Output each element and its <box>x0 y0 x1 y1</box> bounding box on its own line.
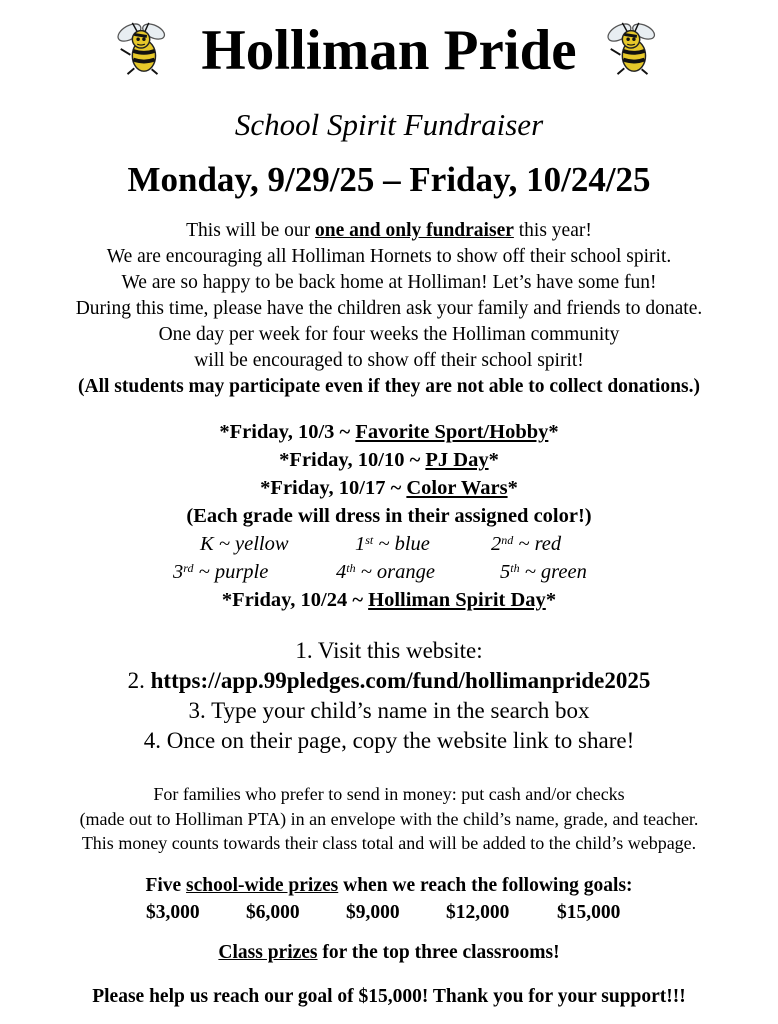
one-fundraiser-emphasis: one and only fundraiser <box>315 220 514 241</box>
school-wide-prizes <box>0 872 778 926</box>
money-line: This money counts towards their class total and will be added to the child’s webpage. <box>81 833 697 853</box>
grade-color <box>491 530 561 558</box>
participation-note: (All students may participate even if they are not able to collect donations.) <box>78 376 700 397</box>
grade-suffix: rd <box>183 561 194 575</box>
spirit-day-end: * <box>545 589 557 611</box>
subtitle: School Spirit Fundraiser <box>234 107 544 142</box>
step-item: 3. Type your child’s name in the search box <box>188 698 590 723</box>
grade-color-label: ~ red <box>513 533 562 555</box>
grade-color-label: ~ blue <box>373 533 430 555</box>
spirit-day-end: * <box>507 477 518 499</box>
class-prizes-text: for the top three classrooms! <box>317 942 560 963</box>
spirit-day-date: *Friday, 10/24 ~ <box>221 589 369 611</box>
money-line: (made out to Holliman PTA) in an envelope with the child’s name, grade, and teacher. <box>79 808 699 829</box>
spirit-day-theme: Holliman Spirit Day <box>368 589 546 611</box>
spirit-day-item <box>0 446 778 474</box>
grade-label: 3 <box>173 561 184 583</box>
grade-suffix: st <box>365 533 374 547</box>
donation-steps <box>0 636 778 756</box>
intro-text-segment: This will be our <box>186 220 316 241</box>
goal-amount: $9,000 <box>346 902 400 923</box>
money-line: For families who prefer to send in money: put cash and/or checks <box>153 784 625 804</box>
grade-color <box>500 558 587 586</box>
spirit-day-end: * <box>488 449 499 471</box>
grade-color <box>336 558 435 586</box>
step-item: 1. Visit this website: <box>295 638 483 663</box>
spirit-day-item <box>0 586 778 614</box>
spirit-day-item <box>0 418 778 446</box>
grade-colors-row <box>0 558 778 586</box>
intro-line: We are so happy to be back home at Holliman! Let’s have some fun! <box>121 272 657 293</box>
intro-line: We are encouraging all Holliman Hornets to show off their school spirit. <box>106 246 672 267</box>
color-wars-note: (Each grade will dress in their assigned color!) <box>186 505 592 527</box>
grade-suffix: th <box>346 561 356 575</box>
spirit-day-schedule <box>0 418 778 614</box>
class-prizes-emphasis: Class prizes <box>218 942 318 963</box>
grade-color-label: ~ yellow <box>213 533 289 555</box>
grade-label: 2 <box>491 533 502 555</box>
hornet-mascot-icon <box>603 19 661 77</box>
page-title: Holliman Pride <box>201 19 577 82</box>
grade-colors-row <box>0 530 778 558</box>
intro-text-segment: this year! <box>513 220 592 241</box>
goal-amount: $6,000 <box>246 902 300 923</box>
intro-line: One day per week for four weeks the Holliman community <box>158 324 620 345</box>
grade-color <box>173 558 268 586</box>
spirit-day-item <box>0 474 778 502</box>
prizes-heading <box>0 872 778 899</box>
spirit-day-date: *Friday, 10/3 ~ <box>219 421 356 443</box>
goal-amount: $3,000 <box>146 902 200 923</box>
grade-label: K <box>200 533 214 555</box>
spirit-day-date: *Friday, 10/10 ~ <box>279 449 426 471</box>
spirit-day-theme: Favorite Sport/Hobby <box>355 421 549 443</box>
spirit-day-theme: Color Wars <box>406 477 508 499</box>
grade-color-label: ~ green <box>519 561 587 583</box>
intro-line <box>0 218 778 244</box>
intro-line: During this time, please have the children ask your family and friends to donate. <box>75 298 703 319</box>
grade-suffix: nd <box>501 533 514 547</box>
grade-label: 1 <box>355 533 366 555</box>
prizes-text: Five <box>145 875 187 896</box>
cash-check-instructions <box>0 782 778 856</box>
step-item: 4. Once on their page, copy the website link to share! <box>143 728 635 753</box>
grade-color <box>355 530 430 558</box>
class-prizes <box>0 939 778 966</box>
intro-line: will be encouraged to show off their school spirit! <box>194 350 584 371</box>
grade-color-label: ~ orange <box>355 561 436 583</box>
fundraiser-url-link[interactable]: https://app.99pledges.com/fund/hollimanpride2025 <box>150 668 651 693</box>
step-item <box>0 666 778 696</box>
grade-label: 4 <box>336 561 347 583</box>
goal-amount: $15,000 <box>557 902 621 923</box>
grade-color <box>200 530 289 558</box>
goal-amount: $12,000 <box>446 902 510 923</box>
prizes-emphasis: school-wide prizes <box>186 875 339 896</box>
prizes-text: when we reach the following goals: <box>338 875 633 896</box>
grade-suffix: th <box>510 561 520 575</box>
spirit-day-theme: PJ Day <box>425 449 489 471</box>
grade-label: 5 <box>500 561 511 583</box>
intro-text <box>0 218 778 400</box>
event-dates: Monday, 9/29/25 – Friday, 10/24/25 <box>127 160 651 199</box>
header <box>0 16 778 86</box>
step-number: 2. <box>127 668 151 693</box>
spirit-day-date: *Friday, 10/17 ~ <box>260 477 407 499</box>
goals-row <box>0 899 778 926</box>
closing-message: Please help us reach our goal of $15,000! Thank you for your support!!! <box>92 986 686 1007</box>
spirit-day-end: * <box>548 421 559 443</box>
grade-color-label: ~ purple <box>193 561 269 583</box>
